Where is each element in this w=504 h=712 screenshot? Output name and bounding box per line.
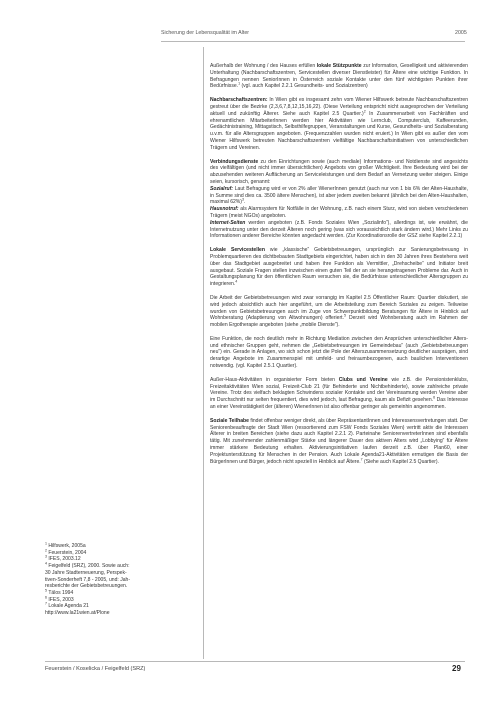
footnote-text: Feuerstein, 2004 xyxy=(48,549,87,556)
footnote-number: 4 xyxy=(45,561,47,566)
footnote-number: 3 xyxy=(45,554,47,559)
text-run: wie z.B. die Pensionistenklubs, Freizeitaktivitäten Wien sozial, Freizeit-Club 21 (für Behinderte und Nichtbehinderte), sowie zahlreiche private Vereine. Trotz des vielfach beklagten Schwindens sozialer Kontakte und der Vereinsamung werden Vereine aber im Durchschnitt nur selten frequentiert, dies wird jedoch, laut Befragung, kaum als Defizit gesehen. xyxy=(210,376,468,404)
body-paragraph xyxy=(210,159,468,241)
text-run: Das Interesse an einer Vereinstätigkeit der (älteren) WienerInnen ist also offenbar geringer als gemeinhin angenommen. xyxy=(210,397,468,411)
text-run: als Alarmsystem für Notfälle in der Wohnung, z.B. nach einem Sturz, wird von sieben verschiedenen Trägern (meist NGOs) angeboten. xyxy=(210,206,468,219)
footnote-ref: 1 xyxy=(238,81,241,86)
footnote-text: Hilfswerk, 2005a xyxy=(48,543,86,549)
text-run: Die Arbeit der Gebietsbetreuungen wird zwar vorrangig im Kapitel 2.5 Öffentlicher Raum: Quartier diskutiert, sie wird jedoch absichtlich auch hier angeführt, um die Arbeitsteilung zum Bereich Soziales zu zeigen. Teilweise wurden von Gebietsbetreuungen auch im Zuge von Schwerpunktbildung Beratungen für Ältere in Hinblick auf Wohnberatung (Adaptierung von Altwohnungen) offeriert. xyxy=(210,294,468,322)
header-divider xyxy=(161,41,465,42)
text-run: In Zusammenarbeit von Fachkräften und ehrenamtlichen MitarbeiterInnen werden hier Aktivitäten wie Lernclub, Computerclub, Kaffeerunden, Gedächtnistraining, Mittagstisch, Selbsthilfegruppen, Veranstaltungen und Kurse, Gesundheits- und Sozialberatung u.v.m. für alle Altersgruppen angeboten. (Frequenzzahlen wurden nicht eruiert.) In Wien gibt es außer den vom Wiener Hilfswerk betreuten Nachbarschaftszentren vielfältige Nachbarschaftsinitiativen von unterschiedlichen Trägern und Vereinen. xyxy=(210,110,469,151)
bold-term: Clubs und Vereine xyxy=(338,376,388,383)
footnote-item xyxy=(45,603,195,616)
text-run: wie „klassische“ Gebietsbetreuungen, ursprünglich zur Sanierungsbetreuung in Problemquartieren des dichtbebauten Stadtgebiets eingerichtet, haben sich in den 30 Jahren ihres Bestehens weit über das Stadtgebiet ausgebreitet und haben ihre Funktion als Vermittler, „Drehscheibe“ und Initiator breit ausgebaut. Soziale Fragen stellen inzwischen einen guten Teil der an sie herangetragenen Probleme dar. Auch in Gestaltungsplanung für den öffentlichen Raum versuchen sie, die Bedürfnisse unterschiedlicher Altersgruppen zu integrieren. xyxy=(210,247,468,288)
text-run: zur Information, Geselligkeit und aktivierenden Unterhaltung (Nachbarschaftszentren, Servicestellen diverser Dienstleister) für Ältere eine wichtige Funktion. In Befragungen nennen SeniorInnen in Österreich soziale Kontakte unter den fünf wichtigsten Punkten ihrer Bedürfnisse. xyxy=(210,63,468,90)
text-run: Derzeit wird Wohnberatung auch im Rahmen der mobilen Ergotherapie angeboten (siehe „mobile Dienste“). xyxy=(210,315,468,329)
body-paragraph xyxy=(210,377,468,411)
bold-term: Soziale Teilhabe xyxy=(210,417,249,424)
body-paragraph xyxy=(210,247,468,288)
text-run: (vgl. auch Kapitel 2.2.1 Gesundheits- und Sozialzentren) xyxy=(240,83,368,90)
footnote-number: 6 xyxy=(45,594,47,599)
footnote-ref: 4 xyxy=(235,279,238,284)
footnote-ref: 5 xyxy=(343,313,346,318)
text-run: Außerhalb der Wohnung / des Hauses erfüllen xyxy=(210,63,317,69)
footnote-text: Feigelfeld (SRZ), 2000. Sowie auch: xyxy=(48,563,130,570)
footnote-ref: 6 xyxy=(433,395,436,400)
bold-term: Lokale Servicestellen xyxy=(210,247,265,254)
sidebar-divider xyxy=(203,47,204,659)
footnote-item xyxy=(45,590,195,597)
running-header-title: Sicherung der Lebensqualität im Alter xyxy=(161,30,250,36)
footnote-text: Lokale Agenda 21 xyxy=(48,603,89,610)
text-run: werden angeboten (z.B. Fonds Soziales Wien „Sozialinfo“), allerdings ist, wie erwähnt, die Internetnutzung unter den derzeit Älteren noch gering (was sich voraussichtlich stark ändern wird.) Mehr Links zu Informationen anderer Bereiche könnten angedacht werden. (Zur Koordinationsrolle der GSZ siehe Kapitel 2.2.1) xyxy=(210,219,468,240)
footer-divider xyxy=(45,661,465,662)
footnote-text: IFES, 2003.12 xyxy=(48,556,81,563)
footer-authors: Feuerstein / Koselicka / Feigelfeld (SRZ) xyxy=(45,666,146,672)
footnote-number: 5 xyxy=(45,588,47,593)
bold-term: Hausnotruf: xyxy=(210,206,239,213)
main-text-column xyxy=(210,63,468,472)
footnote-ref: 3 xyxy=(241,197,244,202)
bold-term: Nachbarschaftszentren: xyxy=(210,97,268,104)
footnote-text: http://www.la21wien.at/Plone xyxy=(45,610,110,617)
body-paragraph xyxy=(210,63,468,90)
footnote-text: Tälos 1994 xyxy=(48,589,74,596)
text-run: zu den Einrichtungen sowie (auch mediale) Informations- und Notdienste sind angesichts des vielfältigen (und nicht immer übersichtlichen) Angebots von großer Wichtigkeit. Ihre Bedeutung wird bei der abzusehenden weiteren Auffächerung an Serviceleistungen und dem Bedarf an Vernetzung weiter steigen. Einige seien, kursorisch, genannt: xyxy=(210,158,468,185)
bold-term: Verbindungsdienste xyxy=(210,158,259,165)
text-run: Laut Befragung wird er von 2% aller WienerInnen genutzt (auch nur von 1 bis 6% der Alten-Haushalte, in Summe sind dies ca. 3500 ältere Menschen), ist aber jedem zweiten bekannt (ähnlich bei den Alten-Haushalten, maximal 62%) xyxy=(210,185,468,206)
body-paragraph xyxy=(210,97,468,151)
footnote-text: 30 Jahre Stadterneuerung, Perspek- xyxy=(45,569,127,576)
text-run: . xyxy=(243,199,246,206)
footnote-text: resberichte der Gebietsbetreuungen. xyxy=(45,583,128,590)
body-paragraph xyxy=(210,295,468,329)
page-number: 29 xyxy=(452,664,461,673)
body-paragraph xyxy=(210,336,468,370)
footnote-text: IFES, 2003 xyxy=(48,596,74,603)
footnote-number: 1 xyxy=(45,541,47,546)
text-run: Eine Funktion, die noch deutlich mehr in Richtung Mediation zwischen den Ansprüchen unterschiedlicher Alters- und ethnischer Gruppen geht, nehmen die „Gebietsbetreuungen im Gemeindebau“ (auch „Gebietsbetreuungen neu“) ein. Gerade in Anlagen, wo sich schon jetzt die Pole der Alterszusammensetzung deutlicher ausprägen, sind derartige Angebote im Zusammenspiel mit umfeld- und freiraumbezogenen, auch baulichen Interventionen notwendig. (vgl. Kapitel 2.5.1 Quartier). xyxy=(210,335,468,370)
bold-term: Internet-Seiten xyxy=(210,219,246,226)
footnote-number: 2 xyxy=(45,548,47,553)
body-paragraph xyxy=(210,418,468,466)
footnote-ref: 2 xyxy=(363,109,366,114)
footnote-number: 7 xyxy=(45,601,47,606)
footnotes-sidebar xyxy=(45,543,195,617)
text-run: (Siehe auch Kapitel 2.5 Quartier). xyxy=(362,458,439,465)
text-run: findet offenbar weniger direkt, als über RepräsentantInnen und Interessensvertretungen statt. Der Seniorenbeauftragte der Stadt Wien (ressortierend zum FSW Fonds Soziales Wien) vertritt aktiv die Interessen Älterer in breiten Bereichen (siehe dazu auch Kapitel 2.2.1 2). Parteinahe SeniorenvertreterInnen sind ebenfalls tätig. Mit zunehmender zahlenmäßiger Stärke und längerer Dauer des aktiven Alters wird „Lobbying“ für Ältere immer stärkere Bedeutung erhalten. Aktivierungsinitiativen laufen derzeit z.B. über Plan60, einer Projektunterstützung für Menschen in der Pension. Auch Lokale Agenda21-Aktivitäten ermutigen die Basis der BürgerInnen und Bürger, jedoch nicht speziell in Hinblick auf Ältere. xyxy=(210,417,468,465)
text-run: In Wien gibt es insgesamt zehn vom Wiener Hilfswerk betreute Nachbarschaftszentren gestreut über die Bezirke (2,3,6,7,8,12,15,16,22). (Diese Verteilung entspricht nicht ausgesprochen der Verteilung aktuell und zukünftig Älterer. Siehe auch Kapitel 2.5 Quartier.) xyxy=(210,97,468,117)
bold-term: lokale Stützpunkte xyxy=(316,63,362,69)
bold-term: Sozialruf: xyxy=(210,185,233,192)
footnote-text: tiven-Sonderheft 7,8 - 2005, und: Jah- xyxy=(45,576,131,583)
running-header-year: 2005 xyxy=(455,30,467,36)
footnote-ref: 7 xyxy=(360,456,363,461)
text-run: Außer-Haus-Aktivitäten in organisierter Form bieten xyxy=(210,376,339,383)
